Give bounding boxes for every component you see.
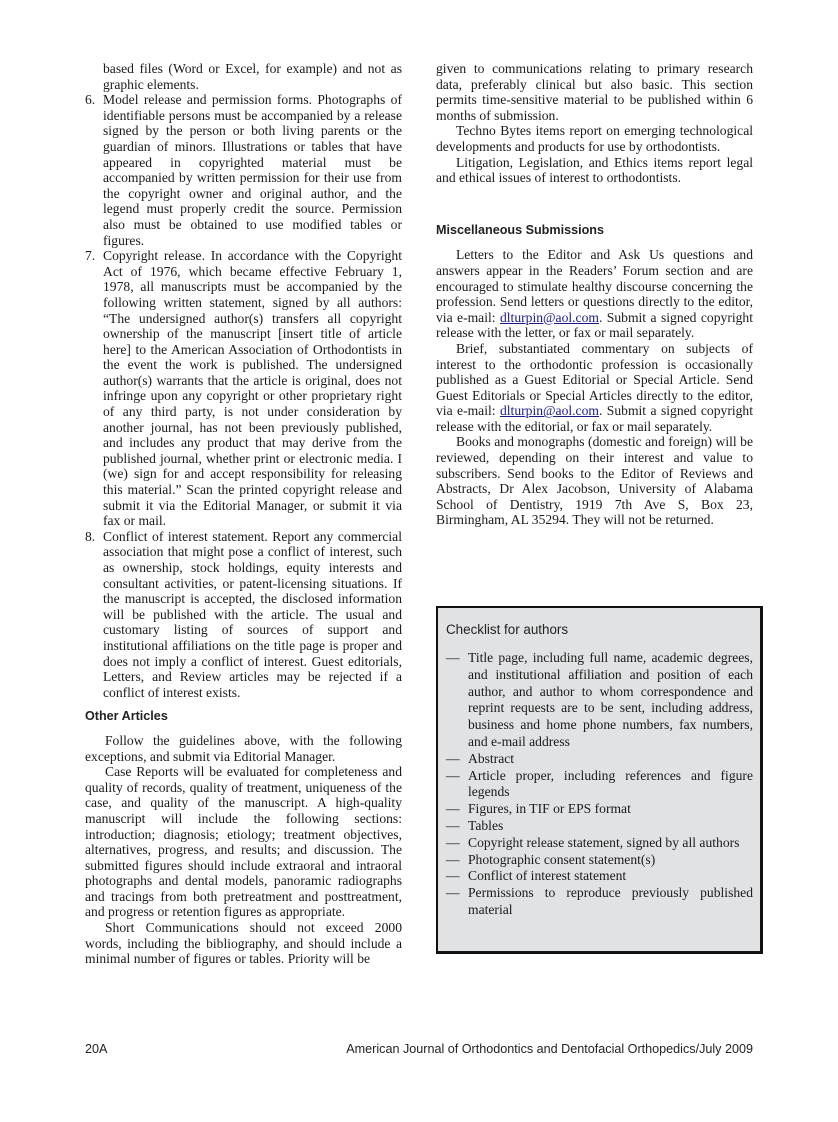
paragraph: Litigation, Legislation, and Ethics items report legal and ethical issues of interest to orthodontists.: [436, 154, 753, 186]
checklist-items: [446, 650, 753, 919]
left-column: [85, 61, 402, 967]
checklist-item-text: Article proper, including references and figure legends: [468, 767, 753, 800]
list-item-text: Model release and permission forms. Photographs of identifiable persons must be accompanied by a release signed by the person or both living parents or the guardian of minors. Illustrations or tables that have appeared in copyrighted material must be accompanied by written permission for their use from the copyright owner and original author, and the legend must properly credit the source. Permission also must be obtained to use modified tables or figures.: [103, 92, 402, 248]
email-link[interactable]: dlturpin@aol.com: [499, 403, 599, 419]
checklist-item-text: Copyright release statement, signed by all authors: [468, 834, 740, 850]
page-number: 20A: [85, 1042, 108, 1056]
paragraph: Follow the guidelines above, with the following exceptions, and submit via Editorial Manager.: [85, 732, 402, 764]
paragraph-text: . Submit a signed copyright release with the editorial, or fax or mail separately.: [436, 403, 754, 434]
checklist-item: [446, 650, 753, 751]
paragraph-text: Letters to the Editor and Ask Us questions and answers appear in the Readers’ Forum section and are encouraged to stimulate healthy discourse concerning the profession. Send letters or questions directly to the editor, via e-mail:: [436, 247, 753, 325]
paragraph: Case Reports will be evaluated for completeness and quality of records, quality of treatment, uniqueness of the case, and quality of the manuscript. A high-quality manuscript will include the following sections: introduction; diagnosis; etiology; treatment objectives, alternatives, progress, and results; and discussion. The submitted figures should include extraoral and intraoral photographs and dental models, panoramic radiographs and tracings from both pretreatment and posttreatment, and progress or retention figures as appropriate.: [85, 764, 402, 920]
list-item-copyright-release: [85, 248, 402, 529]
dash-bullet: —: [446, 817, 460, 833]
checklist-item-text: Title page, including full name, academic degrees, and institutional affiliation and position of each author, and author to whom correspondence and reprint requests are to be sent, including address, business and home phone numbers, fax numbers, and e-mail address: [468, 650, 753, 749]
paragraph: Techno Bytes items report on emerging technological developments and products for use by orthodontists.: [436, 123, 753, 154]
checklist-item-text: Tables: [468, 817, 504, 833]
checklist-box: [436, 606, 763, 954]
right-column: [436, 61, 753, 528]
dash-bullet: —: [446, 650, 460, 665]
list-number: 6.: [85, 92, 96, 108]
checklist-item: [446, 852, 753, 869]
checklist-title: Checklist for authors: [446, 622, 569, 637]
section-heading-misc-submissions: Miscellaneous Submissions: [436, 222, 604, 237]
paragraph-books: Books and monographs (domestic and foreign) will be reviewed, depending on their interest and value to subscribers. Send books to the Editor of Reviews and Abstracts, Dr Alex Jacobson, University of Alabama School of Dentistry, 1919 7th Ave S, Box 23, Birmingham, AL 35294. They will not be returned.: [436, 434, 753, 528]
checklist-item-text: Abstract: [468, 750, 515, 766]
checklist-item: [446, 885, 753, 919]
dash-bullet: —: [446, 851, 460, 867]
dash-bullet: —: [446, 750, 460, 766]
paragraph-guest-editorials: [436, 341, 753, 435]
paragraph-letters: [436, 247, 753, 341]
checklist-item: [446, 868, 753, 885]
checklist-item-text: Photographic consent statement(s): [468, 851, 656, 867]
paragraph: Short Communications should not exceed 2000 words, including the bibliography, and should include a minimal number of figures or tables. Priority will be: [85, 920, 402, 967]
dash-bullet: —: [446, 834, 460, 850]
list-item-text: Copyright release. In accordance with the Copyright Act of 1976, which became effective February 1, 1978, all manuscripts must be accompanied by the following written statement, signed by all authors: “The undersigned author(s) transfers all copyright ownership of the manuscript [insert title of article here] to the American Association of Orthodontists in the event the work is published. The undersigned author(s) warrants that the article is original, does not infringe upon any copyright or other proprietary right of any third party, is not under consideration by another journal, has not been previously published, and includes any product that may derive from the published journal, whether print or electronic media. I (we) sign for and accept responsibility for releasing this material.” Scan the printed copyright release and submit it via the Editorial Manager, or submit it via fax or mail.: [103, 248, 402, 529]
list-item-model-release: [85, 92, 402, 248]
section-heading-other-articles: Other Articles: [85, 709, 168, 724]
paragraph-text: . Submit a signed copyright release with the letter, or fax or mail separately.: [436, 309, 754, 341]
journal-footer: American Journal of Orthodontics and Dentofacial Orthopedics/July 2009: [346, 1042, 753, 1056]
checklist-item: [446, 768, 753, 802]
paragraph: given to communications relating to primary research data, preferably clinical but also basic. This section permits time-sensitive material to be published within 6 months of submission.: [436, 61, 753, 123]
checklist-item: [446, 818, 753, 835]
checklist-item: [446, 835, 753, 852]
item-5-continuation: based files (Word or Excel, for example) and not as graphic elements.: [103, 61, 402, 92]
checklist-item-text: Permissions to reproduce previously published material: [468, 885, 753, 917]
checklist-item-text: Conflict of interest statement: [468, 868, 627, 884]
list-number: 8.: [85, 528, 96, 544]
email-link[interactable]: dlturpin@aol.com: [499, 309, 599, 325]
dash-bullet: —: [446, 885, 460, 901]
list-item-conflict-of-interest: [85, 529, 402, 701]
checklist-item-text: Figures, in TIF or EPS format: [468, 801, 631, 817]
checklist-item: [446, 751, 753, 768]
list-number: 7.: [85, 248, 96, 264]
requirements-list: [85, 92, 402, 700]
paragraph-text: Brief, substantiated commentary on subjects of interest to the orthodontic profession is occasionally published as a Guest Editorial or Special Article. Send Guest Editorials or Special Articles directly to the editor, via e-mail:: [436, 340, 753, 419]
checklist-item: [446, 801, 753, 818]
dash-bullet: —: [446, 767, 460, 783]
list-item-text: Conflict of interest statement. Report any commercial association that might pose a conflict of interest, such as ownership, stock holdings, equity interests and consultant activities, or patent-licensing situations. If the manuscript is accepted, the disclosed information will be published with the article. The usual and customary listing of sources of support and institutional affiliations on the title page is proper and does not imply a conflict of interest. Guest editorials, Letters, and Review articles may be rejected if a conflict of interest exists.: [103, 528, 402, 700]
dash-bullet: —: [446, 801, 460, 817]
dash-bullet: —: [446, 868, 460, 884]
